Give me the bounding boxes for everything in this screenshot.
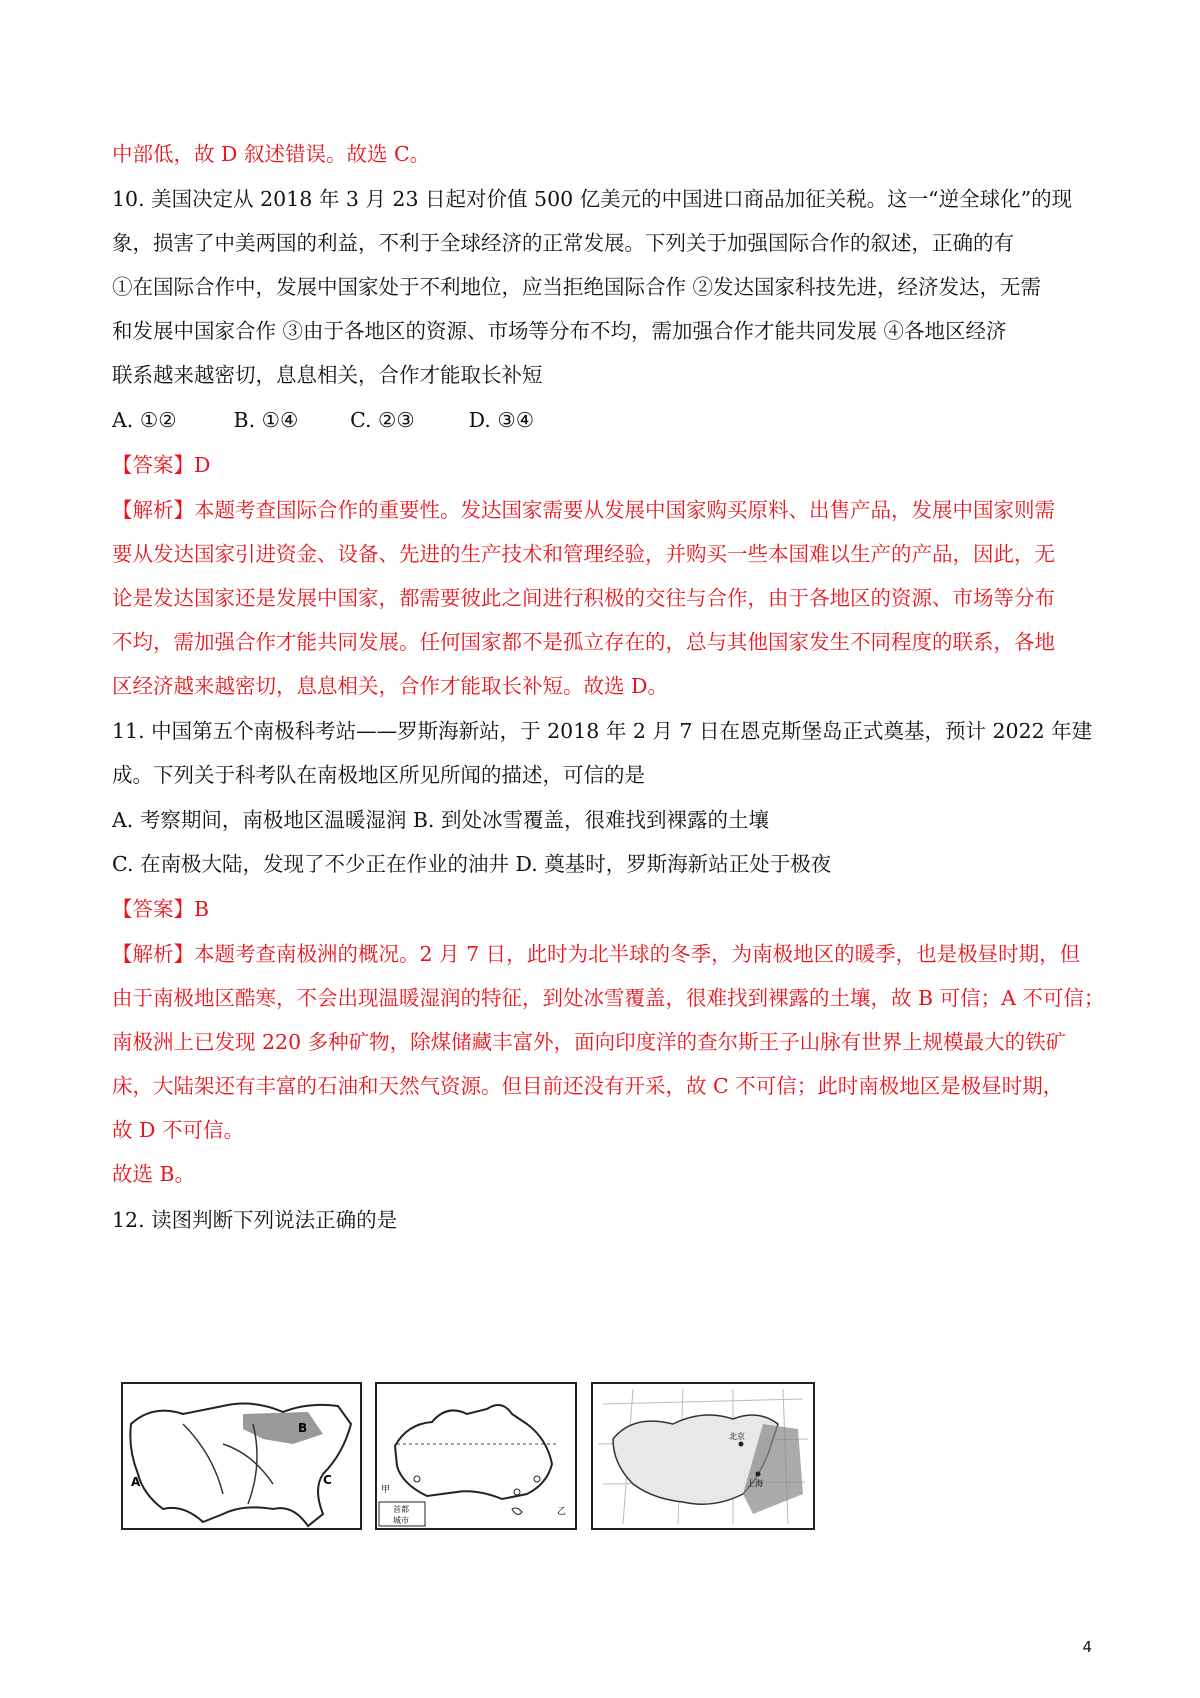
china-map-image xyxy=(593,1384,813,1528)
q11-option-row-2: C. 在南极大陆，发现了不少正在作业的油井 D. 奠基时，罗斯海新站正处于极夜 xyxy=(112,852,832,876)
q10-statement-line-3: 联系越来越密切，息息相关，合作才能取长补短 xyxy=(112,363,543,387)
map1-label-c: C xyxy=(323,1473,332,1487)
q11-analysis-line-3: 南极洲上已发现 220 多种矿物，除煤储藏丰富外，面向印度洋的查尔斯王子山脉有世界上规模最大的铁矿 xyxy=(112,1030,1067,1054)
q10-analysis-line-2: 要从发达国家引进资金、设备、先进的生产技术和管理经验，并购买一些本国难以生产的产品，因此，无 xyxy=(112,542,1055,566)
q10-stem-line-1: 10. 美国决定从 2018 年 3 月 23 日起对价值 500 亿美元的中国进口商品加征关税。这一“逆全球化”的现 xyxy=(112,187,1073,211)
map1-label-b: B xyxy=(298,1421,308,1435)
answer-continuation: 中部低，故 D 叙述错误。故选 C。 xyxy=(112,142,431,166)
q10-answer: 【答案】D xyxy=(112,453,211,477)
q10-statement-line-1: ①在国际合作中，发展中国家处于不利地位，应当拒绝国际合作 ②发达国家科技先进，经济发达，无需 xyxy=(112,275,1042,299)
map2-legend-city: 城市 xyxy=(393,1516,409,1525)
q10-analysis-line-1: 【解析】本题考查国际合作的重要性。发达国家需要从发展中国家购买原料、出售产品，发展中国家则需 xyxy=(112,498,1055,522)
q11-answer: 【答案】B xyxy=(112,897,210,921)
map3-label-beijing: 北京 xyxy=(729,1432,745,1441)
q10-analysis-line-5: 区经济越来越密切，息息相关，合作才能取长补短。故选 D。 xyxy=(112,674,668,698)
q10-option-a: A. ①② xyxy=(112,408,177,432)
q12-stem: 12. 读图判断下列说法正确的是 xyxy=(112,1208,398,1232)
map2-label-jia: 甲 xyxy=(381,1485,391,1495)
map3-label-shanghai: 上海 xyxy=(747,1479,763,1488)
map-north-america xyxy=(121,1382,362,1530)
q11-stem-line-2: 成。下列关于科考队在南极地区所见所闻的描述，可信的是 xyxy=(112,763,645,787)
q10-option-b: B. ①④ xyxy=(233,408,299,432)
q11-analysis-line-5: 故 D 不可信。 xyxy=(112,1118,244,1142)
map2-label-yi: 乙 xyxy=(557,1507,567,1517)
q11-final: 故选 B。 xyxy=(112,1162,196,1186)
map1-label-a: A xyxy=(131,1475,141,1489)
map2-legend-capital: 首都 xyxy=(393,1505,409,1514)
q10-analysis-line-4: 不均，需加强合作才能共同发展。任何国家都不是孤立存在的，总与其他国家发生不同程度的联系，各地 xyxy=(112,630,1055,654)
north-america-map-image xyxy=(123,1384,360,1528)
q11-stem-line-1: 11. 中国第五个南极科考站——罗斯海新站，于 2018 年 2 月 7 日在恩克斯堡岛正式奠基，预计 2022 年建 xyxy=(112,719,1093,743)
map-china xyxy=(591,1382,815,1530)
australia-map-image xyxy=(377,1384,575,1528)
q11-analysis-line-1: 【解析】本题考查南极洲的概况。2 月 7 日，此时为北半球的冬季，为南极地区的暖季，也是极昼时期，但 xyxy=(112,942,1081,966)
page-number: 4 xyxy=(1082,1638,1092,1656)
q10-option-d: D. ③④ xyxy=(468,408,535,432)
q10-stem-line-2: 象，损害了中美两国的利益，不利于全球经济的正常发展。下列关于加强国际合作的叙述，正确的有 xyxy=(112,231,1014,255)
q10-options xyxy=(112,406,534,434)
q11-analysis-line-4: 床，大陆架还有丰富的石油和天然气资源。但目前还没有开采，故 C 不可信；此时南极地区是极昼时期， xyxy=(112,1074,1064,1098)
q11-option-row-1: A. 考察期间，南极地区温暖湿润 B. 到处冰雪覆盖，很难找到裸露的土壤 xyxy=(112,808,769,832)
q10-statement-line-2: 和发展中国家合作 ③由于各地区的资源、市场等分布不均，需加强合作才能共同发展 ④各地区经济 xyxy=(112,319,1007,343)
map-australia xyxy=(375,1382,577,1530)
q11-analysis-line-2: 由于南极地区酷寒，不会出现温暖湿润的特征，到处冰雪覆盖，很难找到裸露的土壤，故 B 可信；A 不可信； xyxy=(112,986,1105,1010)
q10-analysis-line-3: 论是发达国家还是发展中国家，都需要彼此之间进行积极的交往与合作，由于各地区的资源、市场等分布 xyxy=(112,586,1055,610)
q10-option-c: C. ②③ xyxy=(350,408,415,432)
